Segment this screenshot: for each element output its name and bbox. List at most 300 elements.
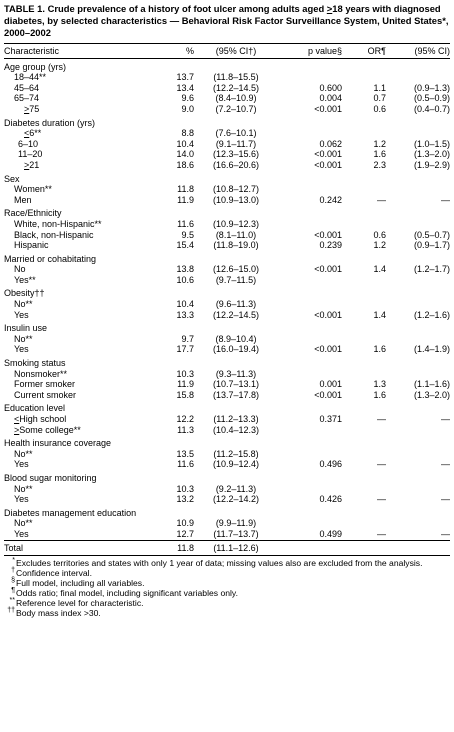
row-or: 1.2: [373, 138, 386, 149]
row-ci: (10.9–13.0): [212, 194, 260, 205]
row-p-value: [278, 518, 342, 529]
row-percent: 11.9: [177, 379, 194, 390]
row-percent: 9.5: [181, 229, 194, 240]
row-or: 1.6: [373, 344, 386, 355]
row-percent: 11.6: [177, 218, 194, 229]
header-characteristic: Characteristic: [4, 46, 60, 57]
row-percent: 14.0: [176, 149, 194, 160]
row-ci: (13.7–17.8): [212, 389, 260, 400]
row-ci: (12.2–14.5): [212, 82, 260, 93]
row-or: [342, 334, 386, 345]
row-percent: 9.6: [181, 93, 194, 104]
row-characteristic: [4, 93, 140, 104]
row-label: 21: [29, 159, 40, 170]
table-row: [4, 240, 450, 251]
row-or: [342, 275, 386, 286]
table-row: [4, 334, 450, 345]
row-ci: (9.3–11.3): [215, 368, 257, 379]
table-row: [4, 72, 450, 83]
group-header-row: [4, 505, 450, 519]
group-label: Race/Ethnicity: [4, 208, 62, 219]
row-or-ci: (0.4–0.7): [413, 103, 450, 114]
row-percent: 10.9: [176, 518, 194, 529]
comparison-symbol: >: [24, 103, 30, 114]
row-label: Yes: [14, 494, 29, 505]
row-characteristic: [4, 344, 140, 355]
empty-cell: [386, 540, 450, 556]
row-percent: 12.2: [176, 414, 194, 425]
row-or: 1.6: [373, 389, 386, 400]
row-ci: (9.7–11.5): [215, 274, 257, 285]
row-ci: (7.6–10.1): [215, 128, 257, 139]
table-row: [4, 414, 450, 425]
header-or-ci: (95% CI): [414, 46, 450, 57]
row-p-value: [278, 369, 342, 380]
row-characteristic: [4, 230, 140, 241]
row-or: [342, 72, 386, 83]
row-characteristic: [4, 104, 140, 115]
row-or-ci: (1.4–1.9): [413, 344, 450, 355]
row-or-ci: [386, 184, 450, 195]
row-label: Black, non-Hispanic: [14, 229, 94, 240]
table-row: [4, 219, 450, 230]
row-percent: 11.8: [177, 184, 194, 195]
footnote-mark: ††: [7, 607, 15, 615]
row-label: Former smoker: [14, 379, 76, 390]
row-or: [342, 369, 386, 380]
row-p-value: <0.001: [314, 264, 342, 275]
row-p-value: [278, 184, 342, 195]
footnote-mark: ¶: [11, 587, 15, 595]
row-label: Yes: [14, 459, 29, 470]
row-p-value: 0.001: [319, 379, 342, 390]
row-label: Yes: [14, 528, 29, 539]
row-ci: (9.6–11.3): [215, 299, 257, 310]
row-ci: (8.1–11.0): [215, 229, 257, 240]
row-or: —: [377, 414, 386, 425]
table-row: [4, 379, 450, 390]
group-label: Diabetes duration (yrs): [4, 117, 96, 128]
table-row: [4, 529, 450, 540]
footnote-mark: *: [12, 557, 15, 565]
row-characteristic: [4, 310, 140, 321]
row-percent: 13.5: [176, 448, 194, 459]
row-label: Men: [14, 194, 32, 205]
table-body: [4, 58, 450, 556]
row-percent: 11.6: [177, 459, 194, 470]
group-header-row: [4, 115, 450, 129]
row-label: Women**: [14, 184, 52, 195]
row-characteristic: [4, 449, 140, 460]
group-header-row: [4, 320, 450, 334]
footnote: [4, 568, 450, 578]
row-percent: 13.3: [176, 309, 194, 320]
row-characteristic: [4, 83, 140, 94]
row-or-ci: (1.1–1.6): [413, 379, 450, 390]
row-or-ci: (0.5–0.7): [413, 229, 450, 240]
row-ci: (11.8–19.0): [213, 240, 259, 251]
row-label: Some college**: [19, 424, 81, 435]
row-or: [342, 449, 386, 460]
group-label: Smoking status: [4, 358, 66, 369]
row-label: 18–44**: [14, 72, 47, 83]
row-ci: (16.6–20.6): [212, 159, 260, 170]
row-ci: (11.7–13.7): [213, 528, 259, 539]
footnote-text: Excludes territories and states with only 1 year of data; missing values also are excluded from the analysis.: [16, 558, 423, 569]
comparison-symbol: <: [24, 128, 30, 139]
row-or: 1.2: [373, 240, 386, 251]
row-ci: (10.4–12.3): [212, 424, 260, 435]
row-or-ci: [386, 369, 450, 380]
row-or-ci: (1.2–1.6): [413, 309, 450, 320]
table-row: [4, 128, 450, 139]
row-or-ci: (0.5–0.9): [413, 93, 450, 104]
prevalence-table: [4, 44, 450, 557]
row-percent: 13.2: [176, 494, 194, 505]
row-percent: 10.3: [176, 483, 194, 494]
table-row: [4, 149, 450, 160]
row-characteristic: [4, 219, 140, 230]
table-row: [4, 275, 450, 286]
footnote-mark: §: [11, 577, 15, 585]
row-characteristic: [4, 425, 140, 436]
row-or-ci: [386, 334, 450, 345]
row-label: Hispanic: [14, 240, 49, 251]
row-percent: 17.7: [176, 344, 194, 355]
row-characteristic: [4, 459, 140, 470]
row-label: Nonsmoker**: [14, 368, 68, 379]
row-or-ci: [386, 72, 450, 83]
row-p-value: [278, 299, 342, 310]
group-label: Obesity††: [4, 288, 45, 299]
row-or: 1.3: [373, 379, 386, 390]
row-label: No**: [14, 448, 33, 459]
row-or-ci: (1.3–2.0): [413, 149, 450, 160]
group-header-row: [4, 285, 450, 299]
header-percent: %: [185, 46, 194, 57]
empty-cell: [342, 540, 386, 556]
row-or-ci: [386, 299, 450, 310]
group-label: Education level: [4, 403, 66, 414]
row-percent: 15.4: [176, 240, 194, 251]
row-ci: (12.2–14.5): [212, 309, 260, 320]
row-percent: 10.6: [176, 274, 194, 285]
row-label: No**: [14, 518, 33, 529]
row-or: 1.6: [373, 149, 386, 160]
row-ci: (9.2–11.3): [215, 483, 257, 494]
total-percent: 11.8: [177, 542, 194, 553]
row-label: High school: [19, 414, 67, 425]
group-label: Blood sugar monitoring: [4, 472, 97, 483]
total-row: [4, 540, 450, 556]
row-label: 65–74: [14, 93, 40, 104]
row-ci: (8.4–10.9): [215, 93, 257, 104]
row-characteristic: [4, 275, 140, 286]
row-or-ci: (0.9–1.7): [413, 240, 450, 251]
row-or: [342, 518, 386, 529]
footnote: [4, 578, 450, 588]
total-label: Total: [4, 542, 24, 553]
table-row: [4, 344, 450, 355]
row-p-value: <0.001: [314, 159, 342, 170]
group-header-row: [4, 400, 450, 414]
row-percent: 10.4: [176, 299, 194, 310]
row-or-ci: [386, 425, 450, 436]
group-label: Insulin use: [4, 323, 48, 334]
row-ci: (8.9–10.4): [215, 333, 257, 344]
row-percent: 13.8: [176, 264, 194, 275]
row-p-value: <0.001: [314, 389, 342, 400]
group-label: Sex: [4, 173, 20, 184]
row-characteristic: [4, 414, 140, 425]
row-characteristic: [4, 518, 140, 529]
row-p-value: [278, 275, 342, 286]
table-row: [4, 104, 450, 115]
row-or-ci: (1.3–2.0): [413, 389, 450, 400]
row-or-ci: [386, 518, 450, 529]
row-or: —: [377, 194, 386, 205]
table-row: [4, 518, 450, 529]
row-percent: 8.8: [181, 128, 194, 139]
row-ci: (12.3–15.6): [212, 149, 260, 160]
row-percent: 13.7: [176, 72, 194, 83]
row-characteristic: [4, 184, 140, 195]
row-characteristic: [4, 484, 140, 495]
group-header-row: [4, 470, 450, 484]
row-or-ci: —: [441, 494, 450, 505]
group-header-row: [4, 171, 450, 185]
row-ci: (11.2–15.8): [213, 448, 259, 459]
row-label: White, non-Hispanic**: [14, 218, 102, 229]
row-p-value: 0.062: [319, 138, 342, 149]
row-p-value: 0.239: [319, 240, 342, 251]
row-p-value: <0.001: [314, 344, 342, 355]
row-label: No**: [14, 299, 33, 310]
row-p-value: <0.001: [314, 149, 342, 160]
group-label: Health insurance coverage: [4, 438, 112, 449]
row-p-value: <0.001: [314, 103, 342, 114]
group-label: Age group (yrs): [4, 61, 67, 72]
table-row: [4, 139, 450, 150]
row-characteristic: [4, 529, 140, 540]
row-characteristic: [4, 379, 140, 390]
row-characteristic: [4, 390, 140, 401]
row-or-ci: (0.9–1.3): [413, 82, 450, 93]
group-label: Married or cohabitating: [4, 253, 97, 264]
row-characteristic: [4, 195, 140, 206]
row-or: 0.6: [373, 229, 386, 240]
row-p-value: [278, 72, 342, 83]
row-or-ci: [386, 275, 450, 286]
table-title: [4, 3, 450, 40]
row-or: —: [377, 494, 386, 505]
row-p-value: 0.499: [319, 528, 342, 539]
row-percent: 10.4: [176, 138, 194, 149]
row-ci: (10.9–12.4): [212, 459, 260, 470]
row-or-ci: (1.0–1.5): [413, 138, 450, 149]
table-row: [4, 264, 450, 275]
row-or: [342, 425, 386, 436]
row-ci: (12.2–14.2): [212, 494, 260, 505]
row-label: Yes: [14, 344, 29, 355]
total-ci: (11.1–12.6): [213, 542, 259, 553]
table-row: [4, 160, 450, 171]
table-row: [4, 93, 450, 104]
group-label: Diabetes management education: [4, 507, 137, 518]
row-or-ci: [386, 484, 450, 495]
row-p-value: <0.001: [314, 309, 342, 320]
row-label: 75: [29, 103, 40, 114]
header-ci: (95% CI†): [215, 46, 257, 57]
row-or: 2.3: [373, 159, 386, 170]
group-header-row: [4, 435, 450, 449]
row-or: 1.4: [373, 309, 386, 320]
table-row: [4, 83, 450, 94]
table-row: [4, 299, 450, 310]
row-percent: 15.8: [176, 389, 194, 400]
row-characteristic: [4, 369, 140, 380]
table-row: [4, 310, 450, 321]
footnote: [4, 598, 450, 608]
row-p-value: [278, 334, 342, 345]
title-part-a: TABLE 1. Crude prevalence of a history of foot ulcer among adults aged: [4, 3, 327, 14]
row-percent: 13.4: [176, 82, 194, 93]
row-characteristic: [4, 160, 140, 171]
group-header-row: [4, 205, 450, 219]
row-label: Yes: [14, 309, 29, 320]
row-characteristic: [4, 494, 140, 505]
row-characteristic: [4, 264, 140, 275]
group-header-row: [4, 355, 450, 369]
footnote-text: Reference level for characteristic.: [16, 598, 144, 609]
row-label: No: [14, 264, 26, 275]
row-or: [342, 219, 386, 230]
row-label: 6–10: [18, 138, 39, 149]
table-row: [4, 425, 450, 436]
row-p-value: 0.004: [319, 93, 342, 104]
row-or-ci: [386, 219, 450, 230]
footnote: [4, 608, 450, 618]
row-or: [342, 484, 386, 495]
comparison-symbol: >: [14, 424, 20, 435]
row-characteristic: [4, 149, 140, 160]
footnotes: [4, 558, 450, 618]
row-p-value: 0.242: [319, 194, 342, 205]
row-percent: 12.7: [176, 528, 194, 539]
row-p-value: [278, 219, 342, 230]
row-p-value: [278, 425, 342, 436]
comparison-symbol: <: [14, 414, 20, 425]
row-p-value: [278, 449, 342, 460]
row-or: [342, 299, 386, 310]
row-percent: 11.3: [177, 424, 194, 435]
group-header-row: [4, 58, 450, 72]
row-or-ci: (1.9–2.9): [413, 159, 450, 170]
row-label: Yes**: [14, 274, 36, 285]
row-ci: (10.7–13.1): [212, 379, 260, 390]
row-characteristic: [4, 72, 140, 83]
row-or: 1.1: [373, 82, 386, 93]
footnote-text: Confidence interval.: [16, 568, 92, 579]
row-characteristic: [4, 334, 140, 345]
row-p-value: <0.001: [314, 229, 342, 240]
row-ci: (9.9–11.9): [215, 518, 257, 529]
row-percent: 18.6: [176, 159, 194, 170]
table-row: [4, 195, 450, 206]
table-row: [4, 459, 450, 470]
row-or: 0.7: [373, 93, 386, 104]
row-characteristic: [4, 128, 140, 139]
row-or: 0.6: [373, 103, 386, 114]
table-header: [4, 44, 450, 59]
table-row: [4, 484, 450, 495]
row-label: 6**: [29, 128, 42, 139]
row-or: 1.4: [373, 264, 386, 275]
row-percent: 9.7: [181, 333, 194, 344]
footnote: [4, 558, 450, 568]
row-or-ci: —: [441, 528, 450, 539]
footnote: [4, 588, 450, 598]
row-ci: (9.1–11.7): [215, 138, 257, 149]
table-row: [4, 390, 450, 401]
title-part-c: 18 years with diagnosed diabetes, by selected characteristics — Behavioral Risk Factor Surveillance System, United States*, 2000–2002: [4, 3, 449, 39]
row-p-value: 0.426: [319, 494, 342, 505]
row-ci: (7.2–10.7): [215, 103, 257, 114]
row-characteristic: [4, 139, 140, 150]
row-or-ci: —: [441, 194, 450, 205]
row-or-ci: —: [441, 414, 450, 425]
table-row: [4, 369, 450, 380]
row-or: —: [377, 528, 386, 539]
row-or: [342, 128, 386, 139]
table-row: [4, 494, 450, 505]
row-p-value: 0.496: [319, 459, 342, 470]
table-document: [4, 0, 450, 618]
footnote-mark: **: [9, 597, 15, 605]
row-ci: (12.6–15.0): [212, 264, 260, 275]
row-or: [342, 184, 386, 195]
row-or: —: [377, 459, 386, 470]
table-row: [4, 449, 450, 460]
row-ci: (11.8–15.5): [213, 72, 259, 83]
header-p-value: p value§: [307, 46, 342, 57]
row-characteristic: [4, 299, 140, 310]
row-p-value: [278, 128, 342, 139]
footnote-text: Full model, including all variables.: [16, 578, 145, 589]
footnote-text: Odds ratio; final model, including significant variables only.: [16, 588, 238, 599]
row-percent: 11.9: [177, 194, 194, 205]
row-ci: (10.9–12.3): [212, 218, 260, 229]
row-p-value: 0.371: [319, 414, 342, 425]
row-label: 11–20: [18, 149, 43, 160]
title-symbol: >: [326, 3, 333, 14]
comparison-symbol: >: [24, 159, 30, 170]
group-header-row: [4, 251, 450, 265]
row-percent: 10.3: [176, 368, 194, 379]
row-ci: (10.8–12.7): [212, 184, 260, 195]
footnote-mark: †: [11, 567, 15, 575]
row-label: Current smoker: [14, 389, 77, 400]
table-row: [4, 230, 450, 241]
empty-cell: [278, 540, 342, 556]
row-p-value: 0.600: [319, 82, 342, 93]
row-characteristic: [4, 240, 140, 251]
footnote-text: Body mass index >30.: [16, 608, 101, 619]
header-or: OR¶: [367, 46, 386, 57]
table-row: [4, 184, 450, 195]
row-p-value: [278, 484, 342, 495]
row-or-ci: (1.2–1.7): [413, 264, 450, 275]
